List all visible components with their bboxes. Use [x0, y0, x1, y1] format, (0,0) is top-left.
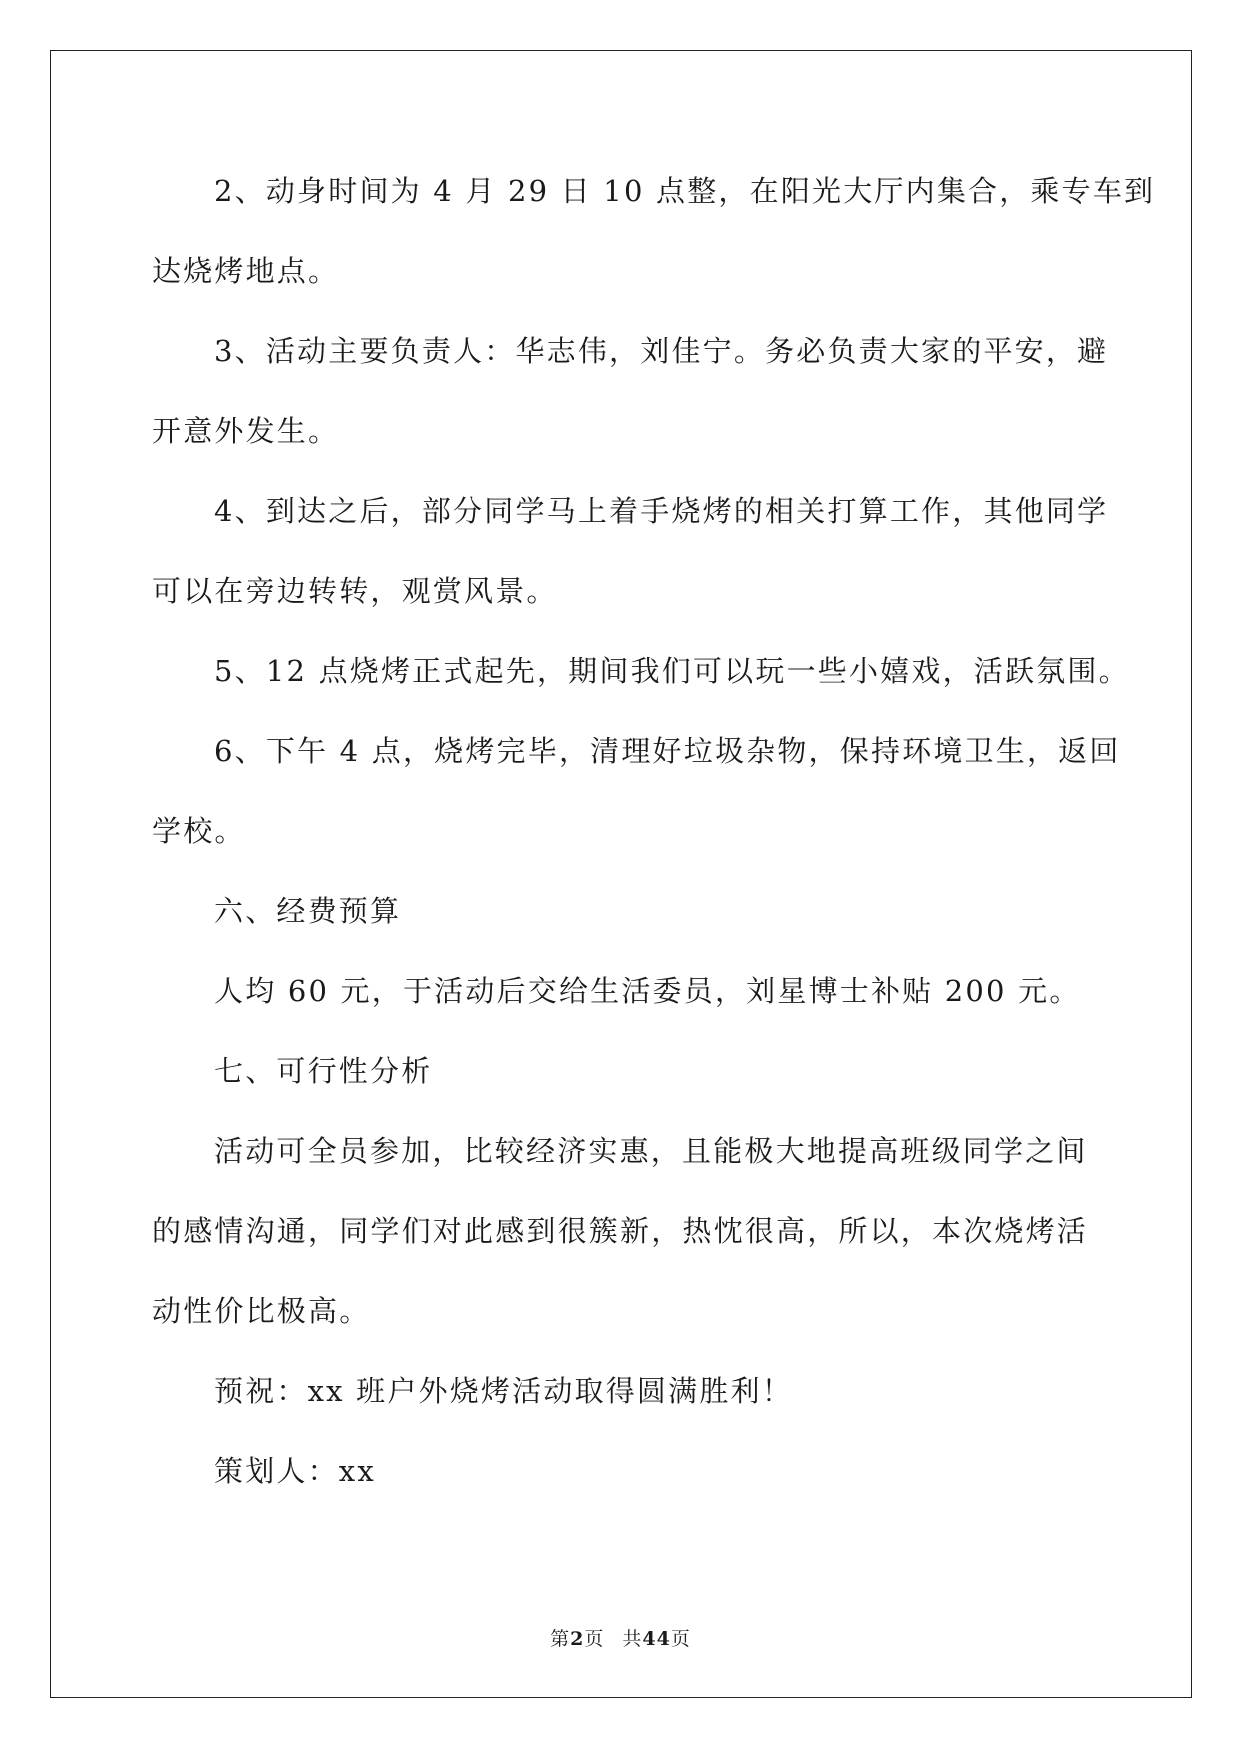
page-prefix: 第 [550, 1628, 571, 1650]
page-suffix: 页 [584, 1628, 605, 1650]
page-number: 2 [570, 1628, 585, 1650]
paragraph-line: 的感情沟通，同学们对此感到很簇新，热忱很高，所以，本次烧烤活 [152, 1214, 1089, 1248]
page-footer [0, 1627, 1241, 1651]
total-suffix: 页 [670, 1628, 691, 1650]
paragraph-line: 6、下午 4 点，烧烤完毕，清理好垃圾杂物，保持环境卫生，返回 [214, 734, 1121, 768]
paragraph-line: 预祝：xx 班户外烧烤活动取得圆满胜利！ [214, 1374, 793, 1408]
paragraph-line: 2、动身时间为 4 月 29 日 10 点整，在阳光大厅内集合，乘专车到 [214, 174, 1156, 208]
paragraph-line: 达烧烤地点。 [152, 254, 340, 288]
paragraph-line: 5、12 点烧烤正式起先，期间我们可以玩一些小嬉戏，活跃氛围。 [214, 654, 1130, 688]
paragraph-line: 活动可全员参加，比较经济实惠，且能极大地提高班级同学之间 [214, 1134, 1088, 1168]
paragraph-line: 人均 60 元，于活动后交给生活委员，刘星博士补贴 200 元。 [214, 974, 1081, 1008]
paragraph-line: 3、活动主要负责人：华志伟，刘佳宁。务必负责大家的平安，避 [214, 334, 1109, 368]
paragraph-line: 学校。 [152, 814, 246, 848]
signature-line: 策划人：xx [214, 1454, 376, 1488]
paragraph-line: 动性价比极高。 [152, 1294, 371, 1328]
paragraph-line: 开意外发生。 [152, 414, 340, 448]
total-pages: 44 [642, 1628, 671, 1650]
paragraph-line: 可以在旁边转转，观赏风景。 [152, 574, 558, 608]
total-prefix: 共 [622, 1628, 643, 1650]
section-heading: 六、经费预算 [214, 894, 402, 928]
section-heading: 七、可行性分析 [214, 1054, 433, 1088]
paragraph-line: 4、到达之后，部分同学马上着手烧烤的相关打算工作，其他同学 [214, 494, 1109, 528]
